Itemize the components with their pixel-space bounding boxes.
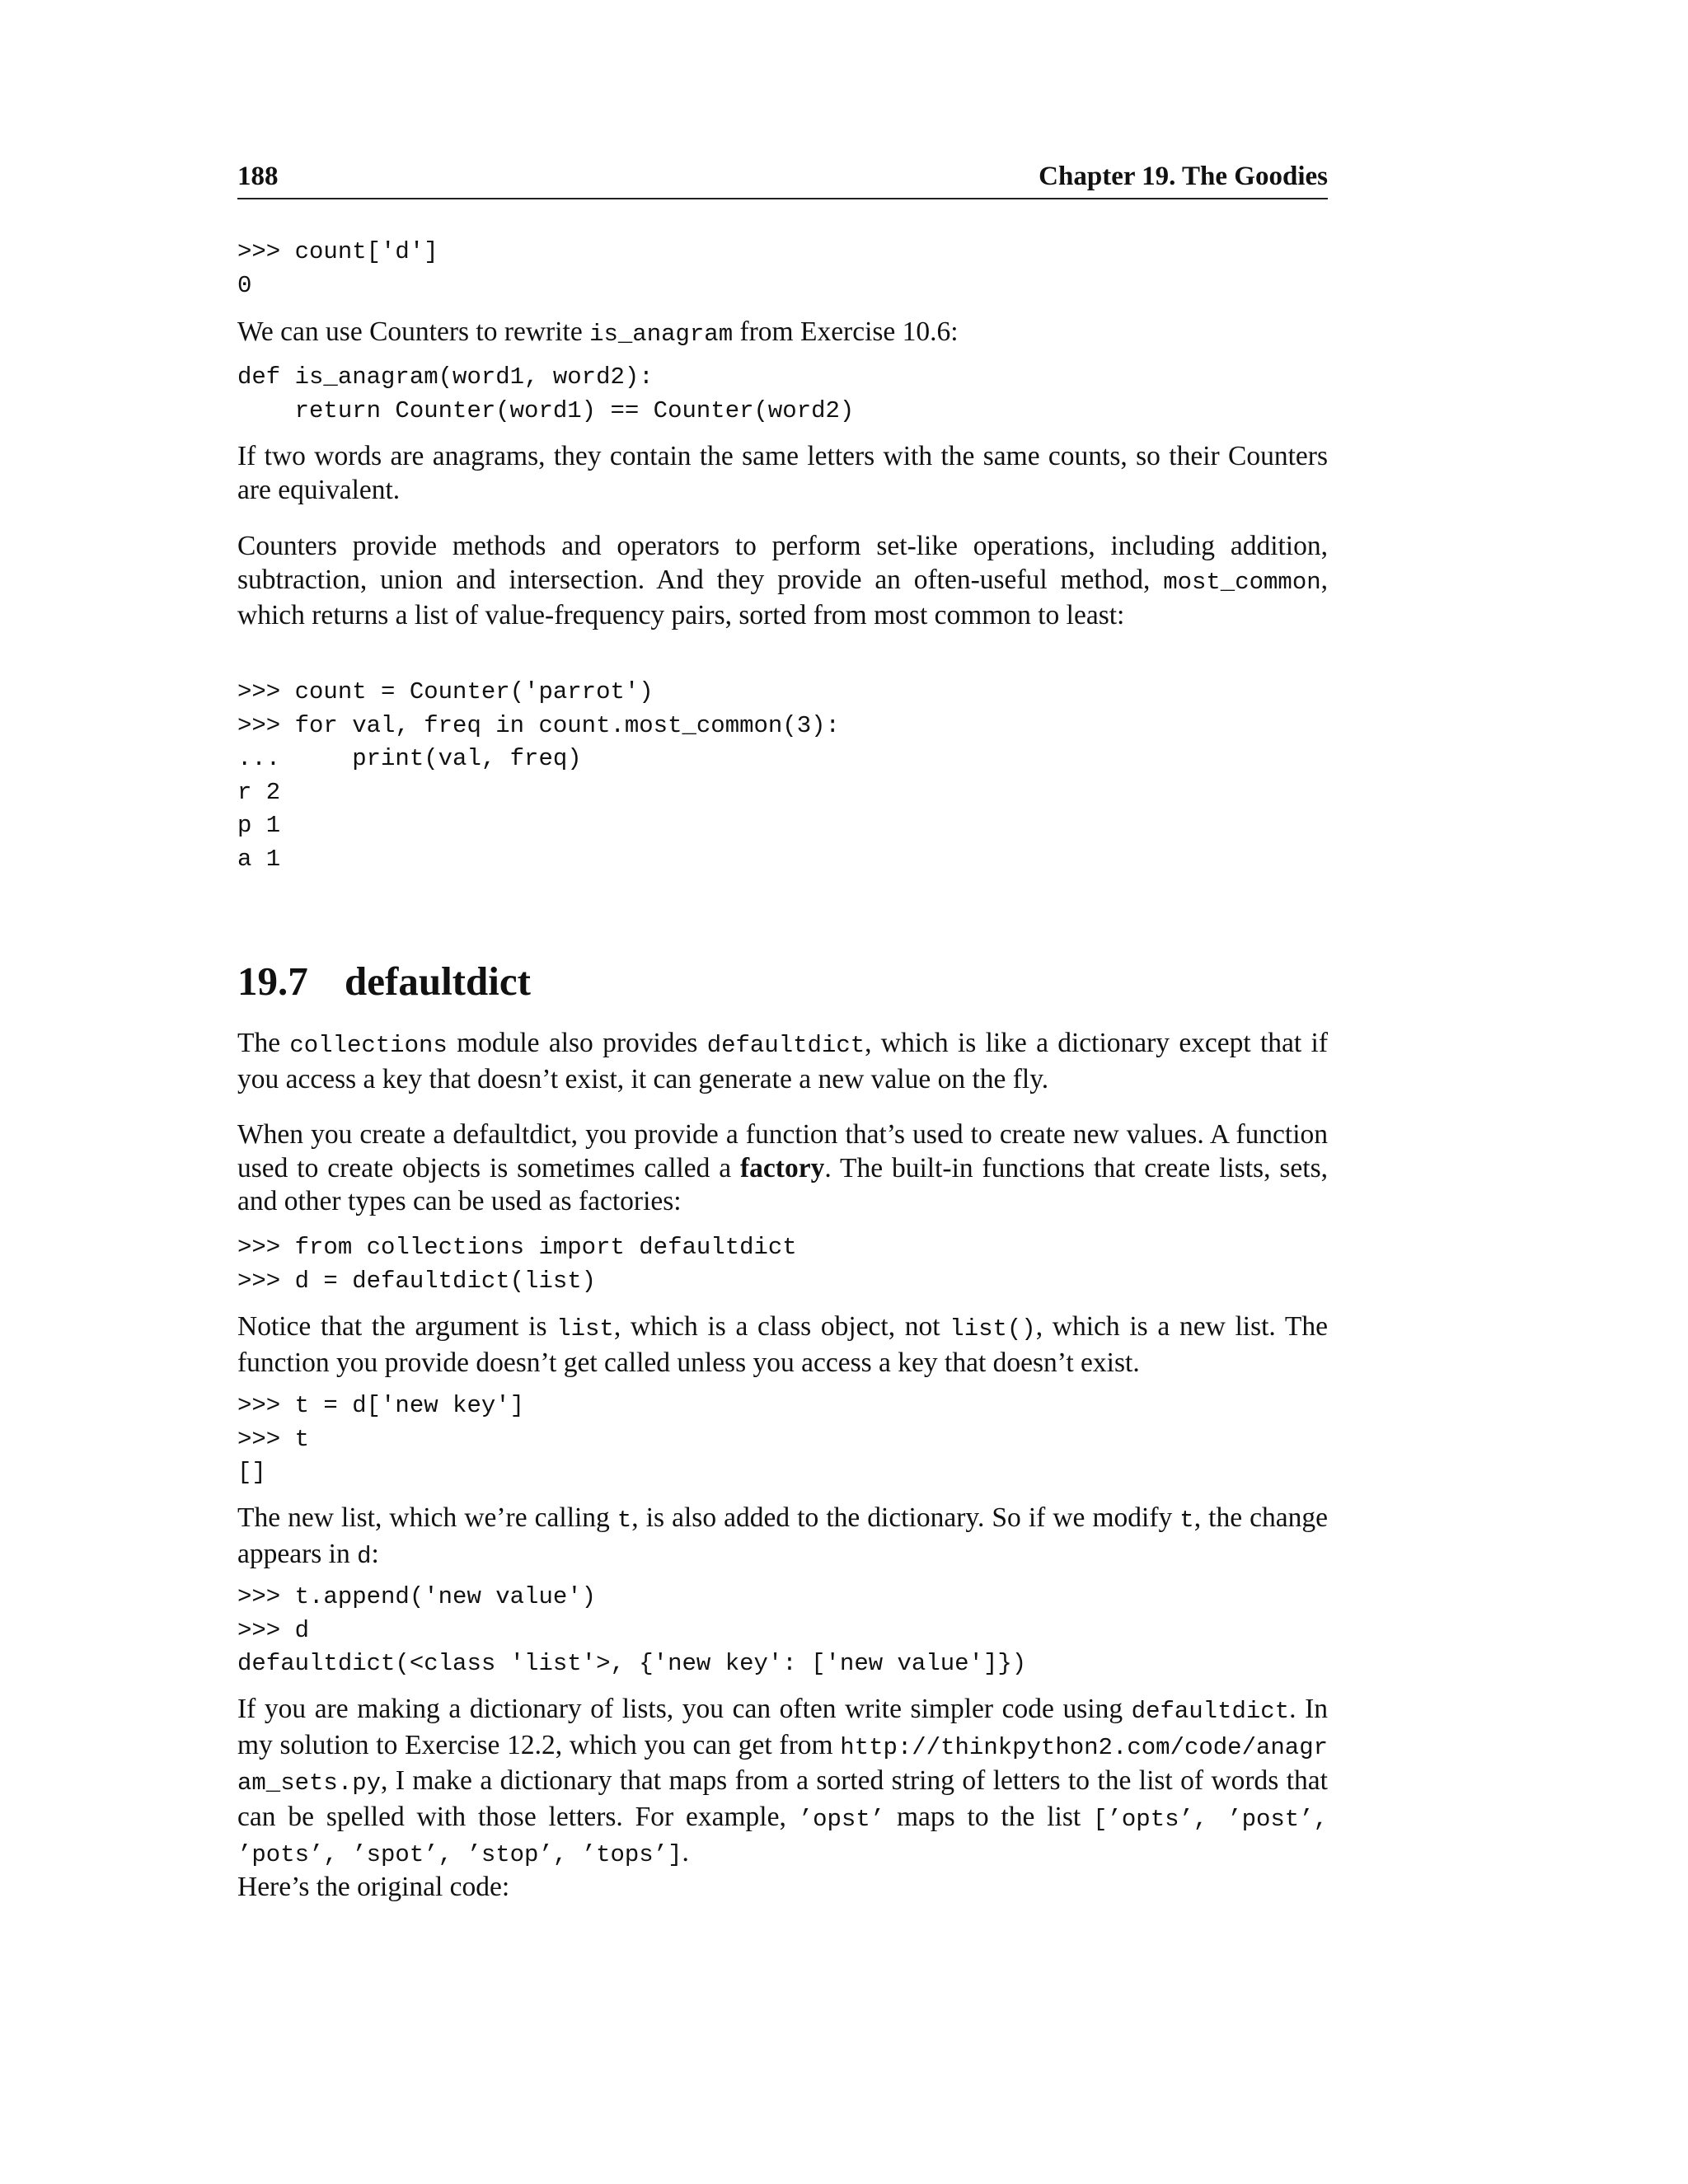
inline-code: t — [617, 1507, 632, 1534]
text-run: module also provides — [447, 1028, 707, 1058]
code-block-append — [237, 1581, 1328, 1681]
text-run: Notice that the argument is — [237, 1311, 557, 1342]
code-block-is-anagram — [237, 361, 1328, 428]
text-run: , which is a class object, not — [613, 1311, 950, 1342]
paragraph-collections-defaultdict — [237, 1027, 1328, 1096]
section-title: defaultdict — [345, 958, 531, 1004]
text-run: . In my solution to Exercise 12.2, which you can get from — [237, 1694, 1328, 1760]
code-line: >>> d = defaultdict(list) — [237, 1267, 597, 1295]
bold-term: factory — [740, 1152, 825, 1183]
code-line: [] — [237, 1459, 266, 1486]
code-line: 0 — [237, 271, 252, 299]
code-line: a 1 — [237, 845, 281, 873]
code-line: ... print(val, freq) — [237, 745, 582, 772]
code-block-new-key — [237, 1390, 1328, 1490]
paragraph-original-code: Here’s the original code: — [237, 1872, 510, 1902]
chapter-title: Chapter 19. The Goodies — [1039, 162, 1328, 191]
code-line: def is_anagram(word1, word2): — [237, 363, 654, 391]
code-line: >>> t — [237, 1425, 310, 1453]
paragraph-argument-list — [237, 1310, 1328, 1380]
paragraph-counter-methods — [237, 530, 1328, 633]
code-line: >>> d — [237, 1616, 310, 1644]
text-run: The new list, which we’re calling — [237, 1502, 617, 1533]
page-number: 188 — [237, 162, 279, 191]
text-run: , which returns a list of value-frequency pairs, sorted from most common to least: — [237, 564, 1328, 630]
url-link[interactable]: http://thinkpython2.com/code/anagram_sets.py — [237, 1733, 1328, 1797]
paragraph-anagrams-equivalent: If two words are anagrams, they contain the same letters with the same counts, so their Counters are equivalent. — [237, 441, 1328, 505]
text-run: , is also added to the dictionary. So if we modify — [631, 1502, 1180, 1533]
text-run: If you are making a dictionary of lists, you can often write simpler code using — [237, 1694, 1132, 1724]
code-line: p 1 — [237, 812, 281, 839]
text-run: from Exercise 10.6: — [733, 316, 959, 347]
code-line: >>> from collections import defaultdict — [237, 1234, 797, 1261]
text-run: maps to the list — [884, 1801, 1094, 1832]
text-run: . The built-in functions that create lists, sets, and other types can be used as factories: — [237, 1152, 1328, 1216]
inline-code: most_common — [1163, 568, 1321, 596]
code-line: >>> count['d'] — [237, 238, 438, 265]
code-block-import-defaultdict — [237, 1231, 1328, 1298]
running-header — [237, 162, 1328, 199]
inline-code: t — [1179, 1507, 1194, 1534]
inline-code: [’opts’, ’post’, ’pots’, ’spot’, ’stop’, ’tops’] — [237, 1805, 1329, 1868]
text-run: : — [371, 1538, 379, 1569]
code-block-most-common — [237, 676, 1328, 876]
paragraph-factory — [237, 1118, 1328, 1219]
code-line: r 2 — [237, 778, 281, 806]
code-block-count-d — [237, 236, 1328, 302]
code-line: >>> t = d['new key'] — [237, 1392, 525, 1419]
code-line: >>> count = Counter('parrot') — [237, 678, 654, 705]
inline-code: defaultdict — [1131, 1698, 1290, 1725]
inline-code: list — [556, 1315, 614, 1343]
paragraph-dictionary-of-lists — [237, 1693, 1328, 1872]
inline-code: is_anagram — [589, 321, 734, 348]
inline-code: list() — [950, 1315, 1036, 1343]
paragraph-rewrite-anagram — [237, 316, 1328, 352]
code-line: >>> for val, freq in count.most_common(3): — [237, 711, 840, 739]
text-run: , I make a dictionary that maps from a sorted string of letters to the list of words that can be spelled with those letters. For example, — [237, 1765, 1328, 1832]
inline-code: d — [357, 1542, 372, 1570]
code-line: >>> t.append('new value') — [237, 1583, 597, 1610]
inline-code: ’opst’ — [798, 1805, 885, 1833]
text-run: , which is a new list. The function you provide doesn’t get called unless you access a key that doesn’t exist. — [237, 1311, 1328, 1378]
inline-code: defaultdict — [706, 1032, 865, 1059]
text-run: Counters provide methods and operators to perform set-like operations, including addition, subtraction, union and intersection. And they provide an often-useful method, — [237, 531, 1328, 595]
text-run: . — [682, 1837, 689, 1868]
section-number: 19.7 — [237, 958, 308, 1004]
code-line: defaultdict(<class 'list'>, {'new key': ['new value']}) — [237, 1650, 1027, 1677]
text-run: We can use Counters to rewrite — [237, 316, 590, 347]
inline-code: collections — [289, 1032, 448, 1059]
paragraph-modify-t — [237, 1502, 1328, 1573]
text-run: When you create a defaultdict, you provide a function that’s used to create new values. A function used to create objects is sometimes called a — [237, 1119, 1328, 1183]
section-heading — [237, 958, 531, 1005]
text-run: The — [237, 1028, 290, 1058]
code-line: return Counter(word1) == Counter(word2) — [237, 396, 855, 424]
text-run: , the change appears in — [237, 1502, 1328, 1569]
text-run: , which is like a dictionary except that if you access a key that doesn’t exist, it can generate a new value on the fly. — [237, 1028, 1328, 1094]
